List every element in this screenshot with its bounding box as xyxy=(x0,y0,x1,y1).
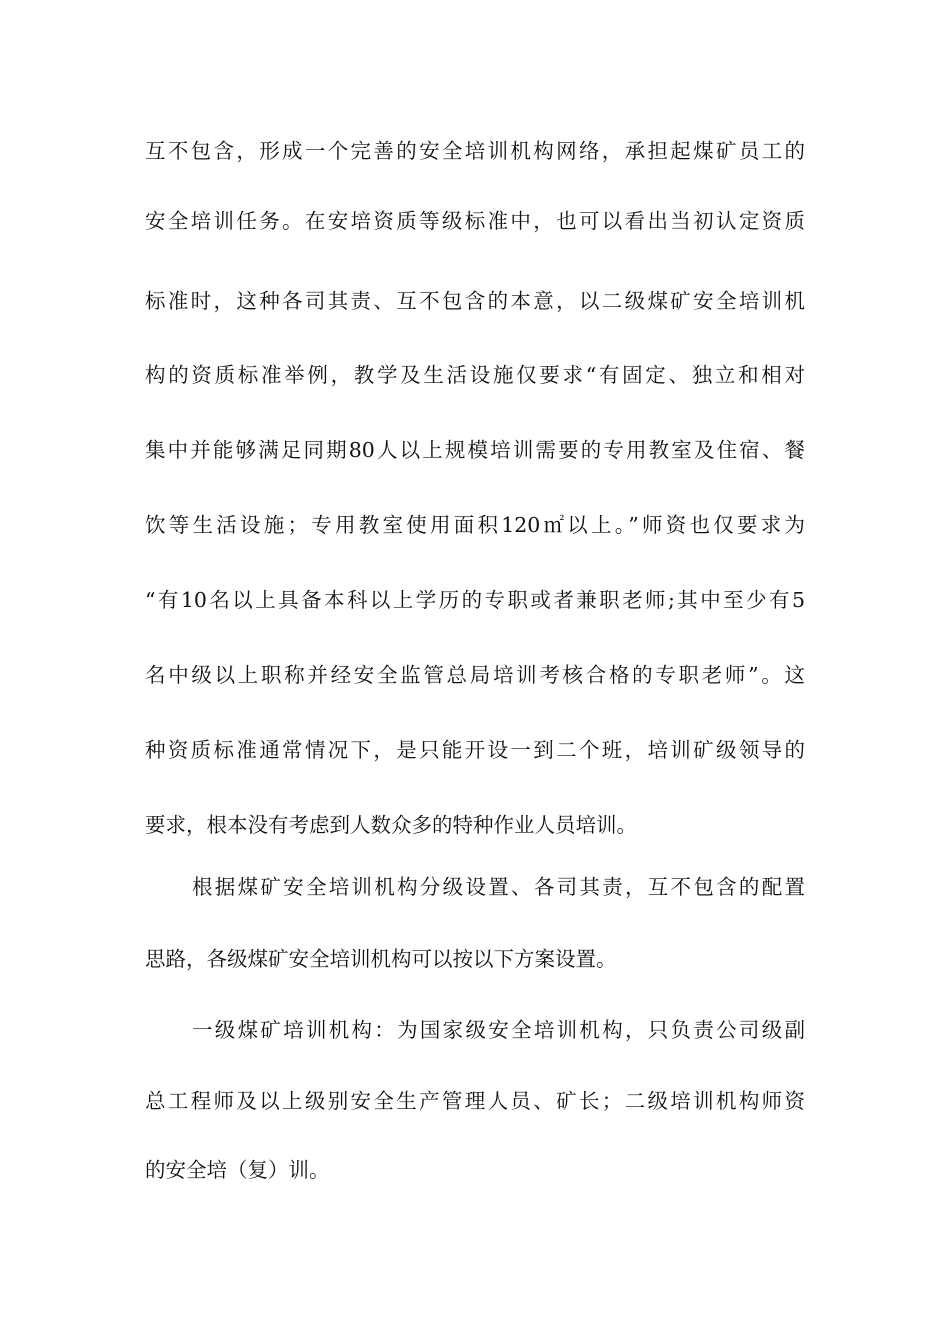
paragraph-line: 安全培训任务。在安培资质等级标准中，也可以看出当初认定资质 xyxy=(145,209,805,233)
paragraph-first-line: 一级煤矿培训机构：为国家级安全培训机构，只负责公司级副 xyxy=(192,1018,805,1042)
paragraph-line: “有10名以上具备本科以上学历的专职或者兼职老师;其中至少有5 xyxy=(145,588,805,612)
paragraph-line: 思路，各级煤矿安全培训机构可以按以下方案设置。 xyxy=(145,947,617,971)
paragraph-line: 的安全培（复）训。 xyxy=(145,1158,330,1182)
paragraph-line: 名中级以上职称并经安全监管总局培训考核合格的专职老师”。这 xyxy=(145,663,805,687)
paragraph-line: 总工程师及以上级别安全生产管理人员、矿长；二级培训机构师资 xyxy=(145,1089,805,1113)
paragraph-line: 构的资质标准举例，教学及生活设施仅要求“有固定、独立和相对 xyxy=(145,363,805,387)
paragraph-line: 集中并能够满足同期80人以上规模培训需要的专用教室及住宿、餐 xyxy=(145,438,805,462)
paragraph-line: 标准时，这种各司其责、互不包含的本意，以二级煤矿安全培训机 xyxy=(145,289,805,313)
paragraph-line: 互不包含，形成一个完善的安全培训机构网络，承担起煤矿员工的 xyxy=(145,139,805,163)
paragraph-line: 饮等生活设施；专用教室使用面积120㎡以上。”师资也仅要求为 xyxy=(145,513,805,537)
paragraph-line: 要求，根本没有考虑到人数众多的特种作业人员培训。 xyxy=(145,813,637,837)
paragraph-line: 种资质标准通常情况下，是只能开设一到二个班，培训矿级领导的 xyxy=(145,738,805,762)
paragraph-first-line: 根据煤矿安全培训机构分级设置、各司其责，互不包含的配置 xyxy=(192,875,805,899)
